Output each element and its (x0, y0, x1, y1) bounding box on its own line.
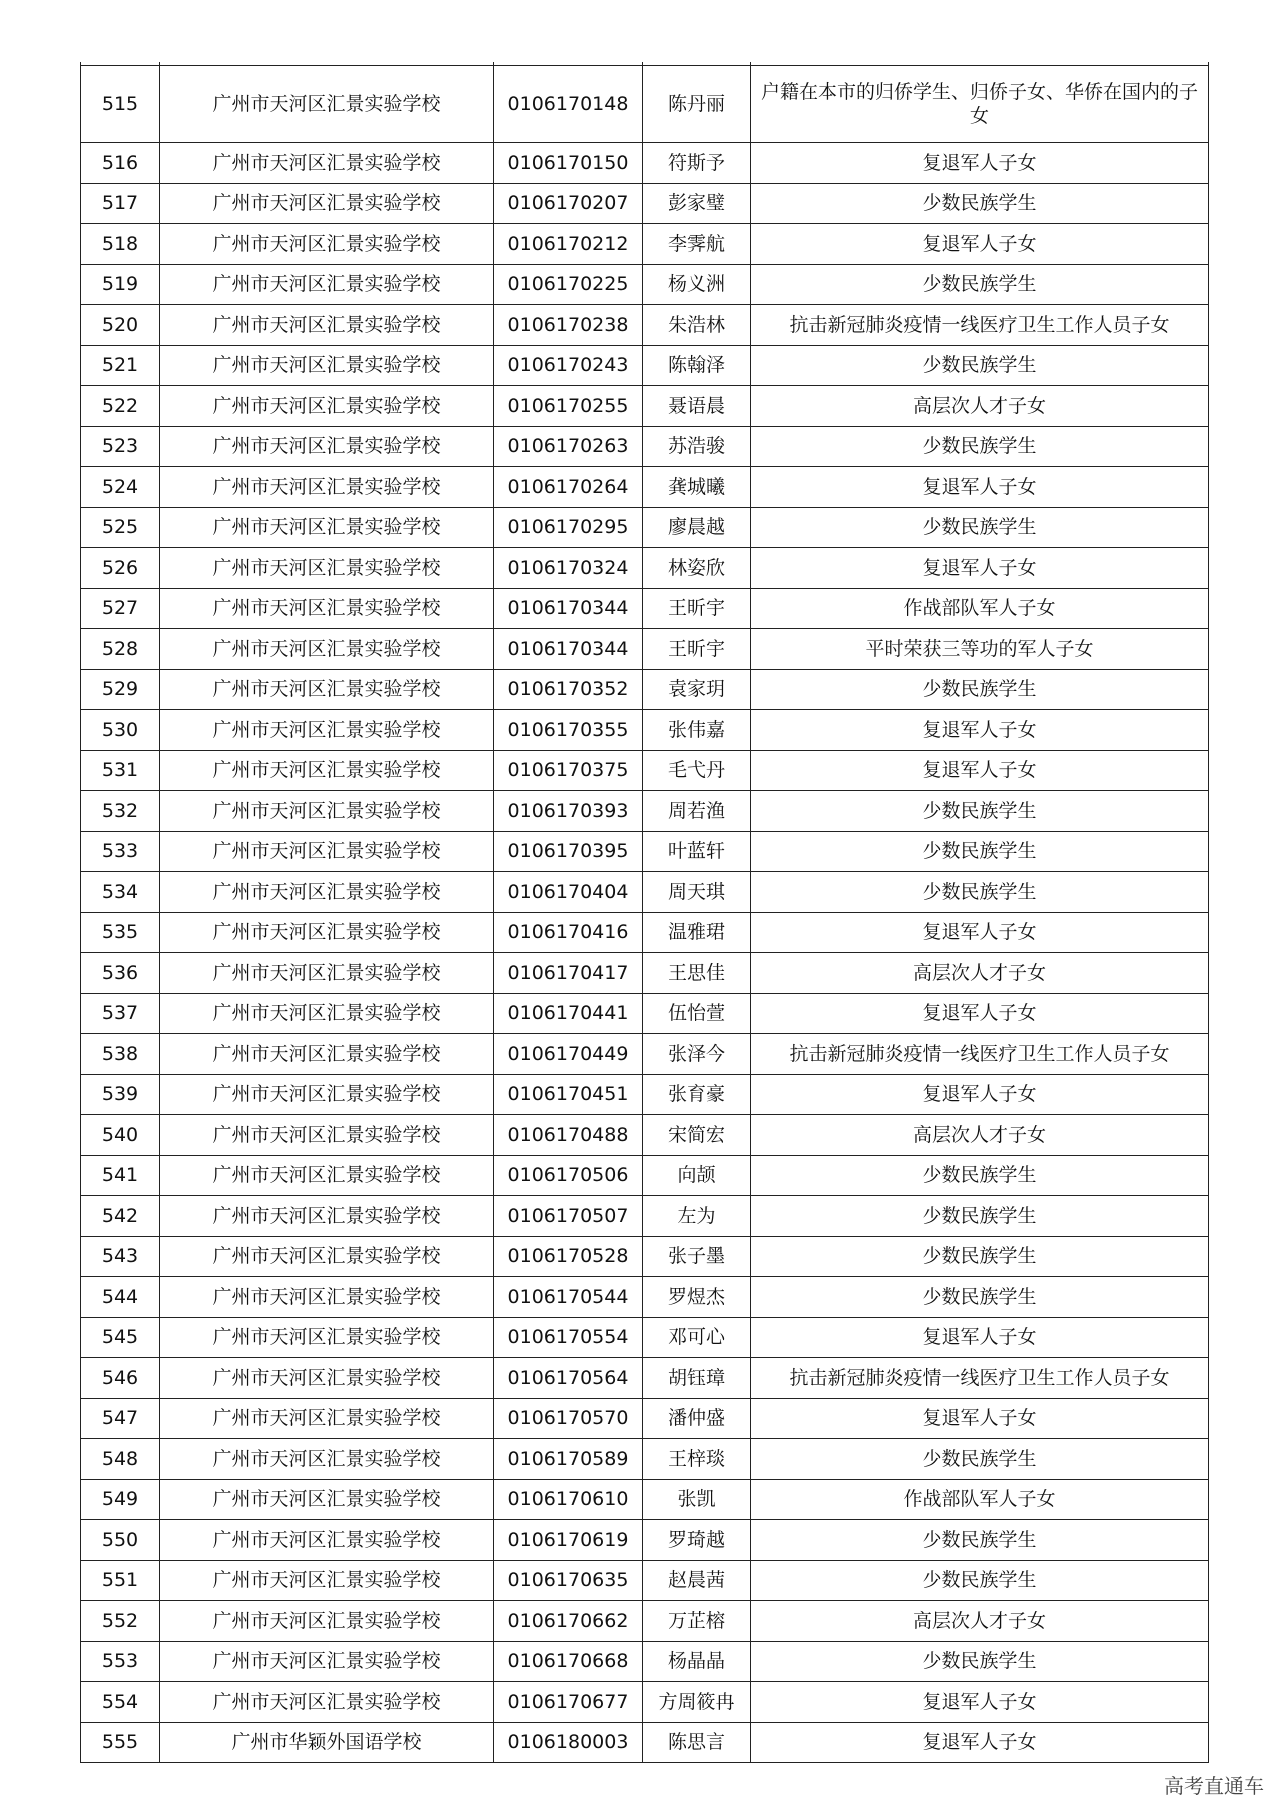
student-id-cell: 0106170375 (494, 750, 643, 791)
school-name-cell: 广州市天河区汇景实验学校 (160, 426, 494, 467)
student-name-cell: 彭家璧 (643, 183, 751, 224)
student-id-cell: 0106170589 (494, 1439, 643, 1480)
category-cell: 复退军人子女 (751, 912, 1209, 953)
table-row (81, 345, 1209, 386)
student-name-cell: 朱浩林 (643, 305, 751, 346)
category-cell: 少数民族学生 (751, 1155, 1209, 1196)
row-number-cell: 537 (81, 993, 160, 1034)
student-id-cell: 0106170264 (494, 467, 643, 508)
student-id-cell: 0106170393 (494, 791, 643, 832)
row-number-cell: 515 (81, 66, 160, 143)
student-id-cell: 0106170263 (494, 426, 643, 467)
student-name-cell: 杨晶晶 (643, 1641, 751, 1682)
student-name-cell: 苏浩骏 (643, 426, 751, 467)
category-cell: 复退军人子女 (751, 224, 1209, 265)
school-name-cell: 广州市天河区汇景实验学校 (160, 669, 494, 710)
category-cell: 少数民族学生 (751, 1236, 1209, 1277)
school-name-cell: 广州市天河区汇景实验学校 (160, 1196, 494, 1237)
student-id-cell: 0106170416 (494, 912, 643, 953)
row-number-cell: 523 (81, 426, 160, 467)
school-name-cell: 广州市天河区汇景实验学校 (160, 386, 494, 427)
school-name-cell: 广州市天河区汇景实验学校 (160, 224, 494, 265)
row-number-cell: 553 (81, 1641, 160, 1682)
school-name-cell: 广州市天河区汇景实验学校 (160, 1601, 494, 1642)
school-name-cell: 广州市天河区汇景实验学校 (160, 993, 494, 1034)
category-cell: 复退军人子女 (751, 1398, 1209, 1439)
category-cell: 复退军人子女 (751, 548, 1209, 589)
category-cell: 少数民族学生 (751, 183, 1209, 224)
row-number-cell: 551 (81, 1560, 160, 1601)
category-cell: 少数民族学生 (751, 791, 1209, 832)
student-id-cell: 0106170395 (494, 831, 643, 872)
category-cell: 高层次人才子女 (751, 386, 1209, 427)
row-number-cell: 540 (81, 1115, 160, 1156)
school-name-cell: 广州市天河区汇景实验学校 (160, 1155, 494, 1196)
table-row (81, 629, 1209, 670)
table-row (81, 831, 1209, 872)
student-id-cell: 0106170635 (494, 1560, 643, 1601)
school-name-cell: 广州市天河区汇景实验学校 (160, 143, 494, 184)
row-number-cell: 542 (81, 1196, 160, 1237)
student-id-cell: 0106170295 (494, 507, 643, 548)
student-id-cell: 0106170528 (494, 1236, 643, 1277)
row-number-cell: 543 (81, 1236, 160, 1277)
category-cell: 少数民族学生 (751, 264, 1209, 305)
student-name-cell: 张凯 (643, 1479, 751, 1520)
category-cell: 抗击新冠肺炎疫情一线医疗卫生工作人员子女 (751, 1358, 1209, 1399)
row-number-cell: 547 (81, 1398, 160, 1439)
row-number-cell: 528 (81, 629, 160, 670)
category-cell: 少数民族学生 (751, 507, 1209, 548)
student-name-cell: 陈丹丽 (643, 66, 751, 143)
category-cell: 复退军人子女 (751, 710, 1209, 751)
row-number-cell: 525 (81, 507, 160, 548)
row-number-cell: 546 (81, 1358, 160, 1399)
category-cell: 复退军人子女 (751, 1722, 1209, 1763)
student-name-cell: 周若渔 (643, 791, 751, 832)
student-name-cell: 王昕宇 (643, 629, 751, 670)
table-row (81, 66, 1209, 143)
watermark-text: 高考直通车 (1164, 1774, 1264, 1798)
student-name-cell: 罗琦越 (643, 1520, 751, 1561)
student-name-cell: 胡钰璋 (643, 1358, 751, 1399)
table-row (81, 426, 1209, 467)
table-row (81, 1034, 1209, 1075)
category-cell: 作战部队军人子女 (751, 1479, 1209, 1520)
school-name-cell: 广州市天河区汇景实验学校 (160, 1034, 494, 1075)
category-cell: 复退军人子女 (751, 750, 1209, 791)
row-number-cell: 530 (81, 710, 160, 751)
row-number-cell: 529 (81, 669, 160, 710)
student-name-cell: 赵晨茜 (643, 1560, 751, 1601)
row-number-cell: 544 (81, 1277, 160, 1318)
row-number-cell: 522 (81, 386, 160, 427)
row-number-cell: 549 (81, 1479, 160, 1520)
student-name-cell: 王思佳 (643, 953, 751, 994)
category-cell: 少数民族学生 (751, 831, 1209, 872)
category-cell: 高层次人才子女 (751, 1115, 1209, 1156)
student-id-cell: 0106170449 (494, 1034, 643, 1075)
row-number-cell: 536 (81, 953, 160, 994)
student-name-cell: 张伟嘉 (643, 710, 751, 751)
row-number-cell: 533 (81, 831, 160, 872)
student-id-cell: 0106180003 (494, 1722, 643, 1763)
row-number-cell: 538 (81, 1034, 160, 1075)
school-name-cell: 广州市天河区汇景实验学校 (160, 750, 494, 791)
student-id-cell: 0106170544 (494, 1277, 643, 1318)
school-name-cell: 广州市天河区汇景实验学校 (160, 507, 494, 548)
category-cell: 平时荣获三等功的军人子女 (751, 629, 1209, 670)
student-name-cell: 温雅珺 (643, 912, 751, 953)
row-number-cell: 521 (81, 345, 160, 386)
table-row (81, 305, 1209, 346)
row-number-cell: 518 (81, 224, 160, 265)
table-row (81, 669, 1209, 710)
student-id-cell: 0106170212 (494, 224, 643, 265)
category-cell: 少数民族学生 (751, 1520, 1209, 1561)
school-name-cell: 广州市天河区汇景实验学校 (160, 710, 494, 751)
row-number-cell: 552 (81, 1601, 160, 1642)
student-id-cell: 0106170564 (494, 1358, 643, 1399)
student-id-cell: 0106170148 (494, 66, 643, 143)
category-cell: 户籍在本市的归侨学生、归侨子女、华侨在国内的子女 (751, 66, 1209, 143)
student-name-cell: 陈思言 (643, 1722, 751, 1763)
school-name-cell: 广州市天河区汇景实验学校 (160, 66, 494, 143)
student-name-cell: 方周筱冉 (643, 1682, 751, 1723)
student-id-cell: 0106170441 (494, 993, 643, 1034)
student-id-cell: 0106170570 (494, 1398, 643, 1439)
student-name-cell: 张子墨 (643, 1236, 751, 1277)
category-cell: 少数民族学生 (751, 872, 1209, 913)
row-number-cell: 516 (81, 143, 160, 184)
student-name-cell: 宋简宏 (643, 1115, 751, 1156)
school-name-cell: 广州市天河区汇景实验学校 (160, 264, 494, 305)
student-name-cell: 林姿欣 (643, 548, 751, 589)
student-name-cell: 王梓琰 (643, 1439, 751, 1480)
student-id-cell: 0106170662 (494, 1601, 643, 1642)
student-id-cell: 0106170506 (494, 1155, 643, 1196)
table-row (81, 507, 1209, 548)
table-row (81, 953, 1209, 994)
table-row (81, 1601, 1209, 1642)
row-number-cell: 548 (81, 1439, 160, 1480)
student-id-cell: 0106170668 (494, 1641, 643, 1682)
student-name-cell: 张育豪 (643, 1074, 751, 1115)
student-name-cell: 龚城曦 (643, 467, 751, 508)
student-id-cell: 0106170488 (494, 1115, 643, 1156)
table-row (81, 224, 1209, 265)
row-number-cell: 517 (81, 183, 160, 224)
table-row (81, 1398, 1209, 1439)
student-name-cell: 袁家玥 (643, 669, 751, 710)
table-row (81, 183, 1209, 224)
row-number-cell: 554 (81, 1682, 160, 1723)
table-row (81, 1682, 1209, 1723)
category-cell: 复退军人子女 (751, 467, 1209, 508)
school-name-cell: 广州市天河区汇景实验学校 (160, 548, 494, 589)
school-name-cell: 广州市天河区汇景实验学校 (160, 1520, 494, 1561)
table-row (81, 467, 1209, 508)
school-name-cell: 广州市天河区汇景实验学校 (160, 1236, 494, 1277)
table-row (81, 1722, 1209, 1763)
row-number-cell: 541 (81, 1155, 160, 1196)
student-id-cell: 0106170404 (494, 872, 643, 913)
table-row (81, 1317, 1209, 1358)
student-id-cell: 0106170677 (494, 1682, 643, 1723)
category-cell: 复退军人子女 (751, 1682, 1209, 1723)
school-name-cell: 广州市天河区汇景实验学校 (160, 1479, 494, 1520)
student-name-cell: 张泽今 (643, 1034, 751, 1075)
student-id-cell: 0106170150 (494, 143, 643, 184)
row-number-cell: 519 (81, 264, 160, 305)
table-body (81, 62, 1209, 1763)
table-row (81, 1196, 1209, 1237)
table-row (81, 143, 1209, 184)
school-name-cell: 广州市天河区汇景实验学校 (160, 1439, 494, 1480)
student-id-cell: 0106170344 (494, 629, 643, 670)
table-row (81, 791, 1209, 832)
student-id-cell: 0106170619 (494, 1520, 643, 1561)
student-name-cell: 潘仲盛 (643, 1398, 751, 1439)
school-name-cell: 广州市华颖外国语学校 (160, 1722, 494, 1763)
table-row (81, 1236, 1209, 1277)
student-name-cell: 毛弋丹 (643, 750, 751, 791)
student-name-cell: 万芷榕 (643, 1601, 751, 1642)
school-name-cell: 广州市天河区汇景实验学校 (160, 1115, 494, 1156)
student-id-cell: 0106170417 (494, 953, 643, 994)
category-cell: 少数民族学生 (751, 1439, 1209, 1480)
category-cell: 少数民族学生 (751, 1560, 1209, 1601)
row-number-cell: 545 (81, 1317, 160, 1358)
category-cell: 少数民族学生 (751, 426, 1209, 467)
student-name-cell: 左为 (643, 1196, 751, 1237)
category-cell: 抗击新冠肺炎疫情一线医疗卫生工作人员子女 (751, 1034, 1209, 1075)
student-name-cell: 向颉 (643, 1155, 751, 1196)
category-cell: 复退军人子女 (751, 993, 1209, 1034)
student-name-cell: 杨义洲 (643, 264, 751, 305)
row-number-cell: 534 (81, 872, 160, 913)
category-cell: 复退军人子女 (751, 1317, 1209, 1358)
student-id-cell: 0106170610 (494, 1479, 643, 1520)
table-row (81, 1155, 1209, 1196)
student-name-cell: 邓可心 (643, 1317, 751, 1358)
school-name-cell: 广州市天河区汇景实验学校 (160, 912, 494, 953)
school-name-cell: 广州市天河区汇景实验学校 (160, 1317, 494, 1358)
school-name-cell: 广州市天河区汇景实验学校 (160, 831, 494, 872)
row-number-cell: 555 (81, 1722, 160, 1763)
school-name-cell: 广州市天河区汇景实验学校 (160, 1398, 494, 1439)
student-name-cell: 叶蓝轩 (643, 831, 751, 872)
table-row (81, 1641, 1209, 1682)
student-id-cell: 0106170238 (494, 305, 643, 346)
category-cell: 作战部队军人子女 (751, 588, 1209, 629)
table-row (81, 750, 1209, 791)
school-name-cell: 广州市天河区汇景实验学校 (160, 1074, 494, 1115)
category-cell: 少数民族学生 (751, 669, 1209, 710)
table-row (81, 1479, 1209, 1520)
school-name-cell: 广州市天河区汇景实验学校 (160, 872, 494, 913)
row-number-cell: 520 (81, 305, 160, 346)
student-name-cell: 王昕宇 (643, 588, 751, 629)
admission-table (80, 62, 1209, 1763)
student-name-cell: 聂语晨 (643, 386, 751, 427)
school-name-cell: 广州市天河区汇景实验学校 (160, 305, 494, 346)
table-row (81, 588, 1209, 629)
category-cell: 复退军人子女 (751, 1074, 1209, 1115)
student-id-cell: 0106170225 (494, 264, 643, 305)
student-name-cell: 李霁航 (643, 224, 751, 265)
student-name-cell: 周天琪 (643, 872, 751, 913)
student-id-cell: 0106170554 (494, 1317, 643, 1358)
school-name-cell: 广州市天河区汇景实验学校 (160, 1277, 494, 1318)
table-row (81, 872, 1209, 913)
table-row (81, 1074, 1209, 1115)
student-id-cell: 0106170324 (494, 548, 643, 589)
table-row (81, 710, 1209, 751)
table-row (81, 912, 1209, 953)
row-number-cell: 526 (81, 548, 160, 589)
row-number-cell: 535 (81, 912, 160, 953)
category-cell: 少数民族学生 (751, 1641, 1209, 1682)
student-name-cell: 陈翰泽 (643, 345, 751, 386)
school-name-cell: 广州市天河区汇景实验学校 (160, 1641, 494, 1682)
student-id-cell: 0106170352 (494, 669, 643, 710)
table-row (81, 993, 1209, 1034)
table-row (81, 1520, 1209, 1561)
student-name-cell: 罗煜杰 (643, 1277, 751, 1318)
student-name-cell: 符斯予 (643, 143, 751, 184)
table-row (81, 386, 1209, 427)
category-cell: 少数民族学生 (751, 1196, 1209, 1237)
table-row (81, 1358, 1209, 1399)
category-cell: 少数民族学生 (751, 1277, 1209, 1318)
category-cell: 高层次人才子女 (751, 1601, 1209, 1642)
student-id-cell: 0106170243 (494, 345, 643, 386)
school-name-cell: 广州市天河区汇景实验学校 (160, 588, 494, 629)
row-number-cell: 531 (81, 750, 160, 791)
student-id-cell: 0106170451 (494, 1074, 643, 1115)
school-name-cell: 广州市天河区汇景实验学校 (160, 1358, 494, 1399)
student-id-cell: 0106170255 (494, 386, 643, 427)
school-name-cell: 广州市天河区汇景实验学校 (160, 791, 494, 832)
school-name-cell: 广州市天河区汇景实验学校 (160, 953, 494, 994)
table-row (81, 1115, 1209, 1156)
table-row (81, 548, 1209, 589)
category-cell: 抗击新冠肺炎疫情一线医疗卫生工作人员子女 (751, 305, 1209, 346)
category-cell: 复退军人子女 (751, 143, 1209, 184)
school-name-cell: 广州市天河区汇景实验学校 (160, 1682, 494, 1723)
school-name-cell: 广州市天河区汇景实验学校 (160, 183, 494, 224)
row-number-cell: 527 (81, 588, 160, 629)
student-name-cell: 伍怡萱 (643, 993, 751, 1034)
table-row (81, 1439, 1209, 1480)
student-name-cell: 廖晨越 (643, 507, 751, 548)
row-number-cell: 524 (81, 467, 160, 508)
school-name-cell: 广州市天河区汇景实验学校 (160, 1560, 494, 1601)
student-id-cell: 0106170507 (494, 1196, 643, 1237)
row-number-cell: 532 (81, 791, 160, 832)
student-id-cell: 0106170344 (494, 588, 643, 629)
school-name-cell: 广州市天河区汇景实验学校 (160, 345, 494, 386)
school-name-cell: 广州市天河区汇景实验学校 (160, 467, 494, 508)
school-name-cell: 广州市天河区汇景实验学校 (160, 629, 494, 670)
row-number-cell: 539 (81, 1074, 160, 1115)
category-cell: 高层次人才子女 (751, 953, 1209, 994)
table-row (81, 264, 1209, 305)
category-cell: 少数民族学生 (751, 345, 1209, 386)
table-row (81, 1277, 1209, 1318)
student-id-cell: 0106170355 (494, 710, 643, 751)
row-number-cell: 550 (81, 1520, 160, 1561)
table-row (81, 1560, 1209, 1601)
student-id-cell: 0106170207 (494, 183, 643, 224)
